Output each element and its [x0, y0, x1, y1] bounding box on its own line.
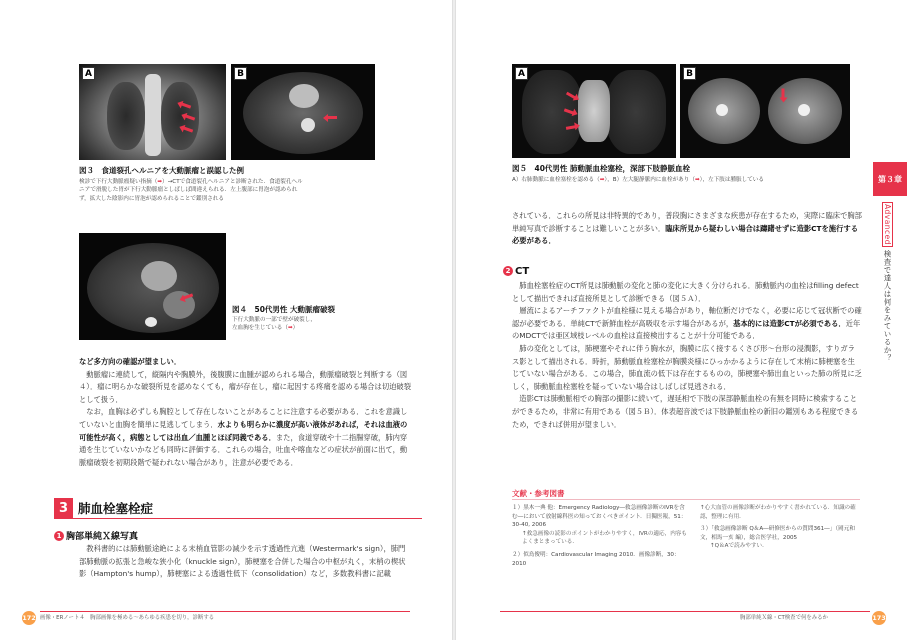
paragraph: 造影CTは肺動脈相での胸部の撮影に続いて，遅延相で下肢の深部静脈血栓の有無を同時に検索することができるため，非常に有用である（図５Ｂ）．体表超音波では下肢静脈血栓の新旧の鑑別もある程度できるため，できれば併用が望ましい． [512, 394, 859, 429]
subsection-number: 1 [54, 531, 64, 541]
section-header [54, 498, 422, 519]
page-number-right: 173 [872, 611, 886, 625]
fig3-label-a: A [82, 67, 95, 80]
ct-number: 2 [503, 266, 513, 276]
subsection-heading: 1 胸部単純Ｘ線写真 [54, 529, 138, 542]
fig3-caption: 検診で下行大動脈瘤疑い指摘（➡）→CTで食道裂孔ヘルニアと診断された．食道裂孔ヘルニアで滑脱した胃が下行大動脈瘤としばしば間違えられる．左上腹部に胃泡が認められず，拡大した陰影内に胃泡が認められることで鑑別される [79, 179, 303, 202]
footer-rule-right [500, 611, 870, 612]
footer-text-left: 画像・ERノート４ 胸部画像を極める～あらゆる疾患を切り，診断する [40, 615, 215, 621]
fig5-title: 図５ 40代男性 肺動脈血栓塞栓，深部下肢静脈血栓 [512, 164, 691, 173]
paragraph: 層流によるアーチファクトが血栓様に見える場合があり，軸位断だけでなく，必要に応じて冠状断での確認が必要である．単純CTで新鮮血栓が高吸収を示す場合があるが，基本的には造影CTが必須である．近年のMDCTでは亜区域枝レベルの血栓は直接検出することが十分可能である． [512, 306, 862, 341]
right-intro-text: されている．これらの所見は非特異的であり，普段胸にさまざまな疾患が存在するため，実際に臨床で胸部単純写真で診断することは難しいことが多い．臨床所見から疑わしい場合は躊躇せずに造影CTを施行する必要がある． [512, 211, 862, 246]
ct-heading: 2 CT [503, 266, 529, 277]
reference-item: ↑心大血管の画像診断がわかりやすく書かれている．知識の確認，整理に有用． ３）「救急画像診断 Q＆A―研修医からの質問361―」（岡元和文，相馬一亥 編），総合医学社，2005 ↑Q＆Aで読みやすい． [700, 505, 856, 550]
fig4-caption: 下行大動脈の一部で壁が破裂し，左血胸を生じている（➡） [232, 317, 316, 332]
paragraph: など多方向の確認が望ましい． [79, 357, 182, 366]
fig5-arrow-4 [782, 89, 785, 99]
fig4-title: 図４ 50代男性 大動脈瘤破裂 [232, 305, 336, 314]
paragraph: 動脈瘤に連続して，縦隔内や胸膜外，後腹膜に血腫が認められる場合，動脈瘤破裂と判断する（図４）．瘤に明らかな破裂所見を認めなくても，瘤が存在し，瘤に起因する疼痛を認める場合は切迫破裂として扱う． [79, 369, 412, 404]
fig4-panel [79, 233, 226, 340]
left-body-text [79, 356, 411, 469]
page-number-left: 172 [22, 611, 36, 625]
reference-item: １）黒木一典 他：Emergency Radiology―救急画像診断のIVRを含む―において放射線科医の知っておくべきポイント．日獨医報，51：30-40, 2006 ↑救急画像の読影のポイントがわかりやすく，IVRの適応，内容もよくまとまっている． ２）似鳥俊明：Cardiovascular Imaging 2010．画像診断，30：2010 [512, 505, 687, 567]
footer-text-right: 胸部単純Ｘ線・CT検査で何をみるか [740, 615, 828, 621]
references-rule [512, 499, 860, 500]
paragraph: 肺の変化としては，肺梗塞やそれに伴う胸水が，胸膜に広く接するくさび形～台形の浸潤影，すりガラス影として描出される．時折，肺動脈血栓塞栓が胸膜炎様にひっかかるように存在して末梢に肺梗塞を生じていない場合がある．この場合，肺血流の低下は存在するものの，肺梗塞や肺出血といった肺の所見に乏しく，肺動脈血栓塞栓を疑っていない場合はしばしば見逃される． [512, 343, 862, 391]
chapter-tab[interactable]: 第３章 [873, 162, 907, 196]
fig5-label-a: A [515, 67, 528, 80]
fig5-label-b: B [683, 67, 696, 80]
fig3-title: 図３ 食道裂孔ヘルニアを大動脈瘤と誤認した例 [79, 166, 244, 175]
fig3-panel-b [231, 64, 375, 160]
fig3-arrow-4 [327, 116, 337, 119]
section-text: 教科書的には肺動脈途絶による末梢血管影の減少を示す透過性亢進（Westermark's sign），肺門部肺動脈の拡張と急峻な狭小化（knuckle sign），肺梗塞を合併した場合の中枢が丸く，末梢の楔状影（Hampton's hump），肺梗塞による透過性低下（consolidation）など，多数教科書に記載 [79, 544, 406, 579]
arrow-icon: ➡ [694, 177, 700, 183]
fig5-panel-a [512, 64, 676, 158]
fig3-panel-a [79, 64, 226, 160]
section-number: 3 [54, 498, 73, 519]
arrow-icon: ➡ [599, 177, 605, 183]
chapter-side-label [882, 202, 898, 382]
chapter-side-text: 検査で達人は何をみているか？ [883, 250, 892, 363]
fig5-panel-b [680, 64, 850, 158]
ct-body-text [512, 280, 862, 431]
paragraph: 肺血栓塞栓症のCT所見は肺動脈の変化と肺の変化に大きく分けられる．肺動脈内の血栓はfilling defectとして描出できれば直接所見として診断できる（図５Ａ）． [512, 281, 859, 303]
gutter [452, 0, 456, 640]
footer-rule-left [40, 611, 410, 612]
references-heading: 文献・参考図書 [512, 489, 565, 498]
paragraph: なお，血胸は必ずしも胸腔として存在しないことがあることに注意する必要がある．これを意識していないと血胸を簡単に見逃してしまう．水よりも明らかに濃度が高い液体があれば，それは血液の可能性が高く，病態としては出血／血腫とほぼ同義である．また，食道穿破や十二指腸穿破，肺内穿通を生じていないかなども同時に評価する．これらの場合，吐血や喀血などの症状が前面に出て，動脈瘤破裂を初期段階で疑われない場合があり，注意が必要である． [79, 407, 408, 467]
section-title: 肺血栓塞栓症 [78, 501, 154, 516]
fig3-label-b: B [234, 67, 247, 80]
fig5-caption: A）右肺動脈に血栓塞栓を認める（➡），B）左大腿静脈内に血栓があり（➡），左下肢は腫脹している [512, 177, 764, 183]
advanced-badge: Advanced [883, 204, 892, 246]
arrow-icon: ➡ [157, 179, 163, 185]
arrow-icon: ➡ [287, 325, 293, 332]
